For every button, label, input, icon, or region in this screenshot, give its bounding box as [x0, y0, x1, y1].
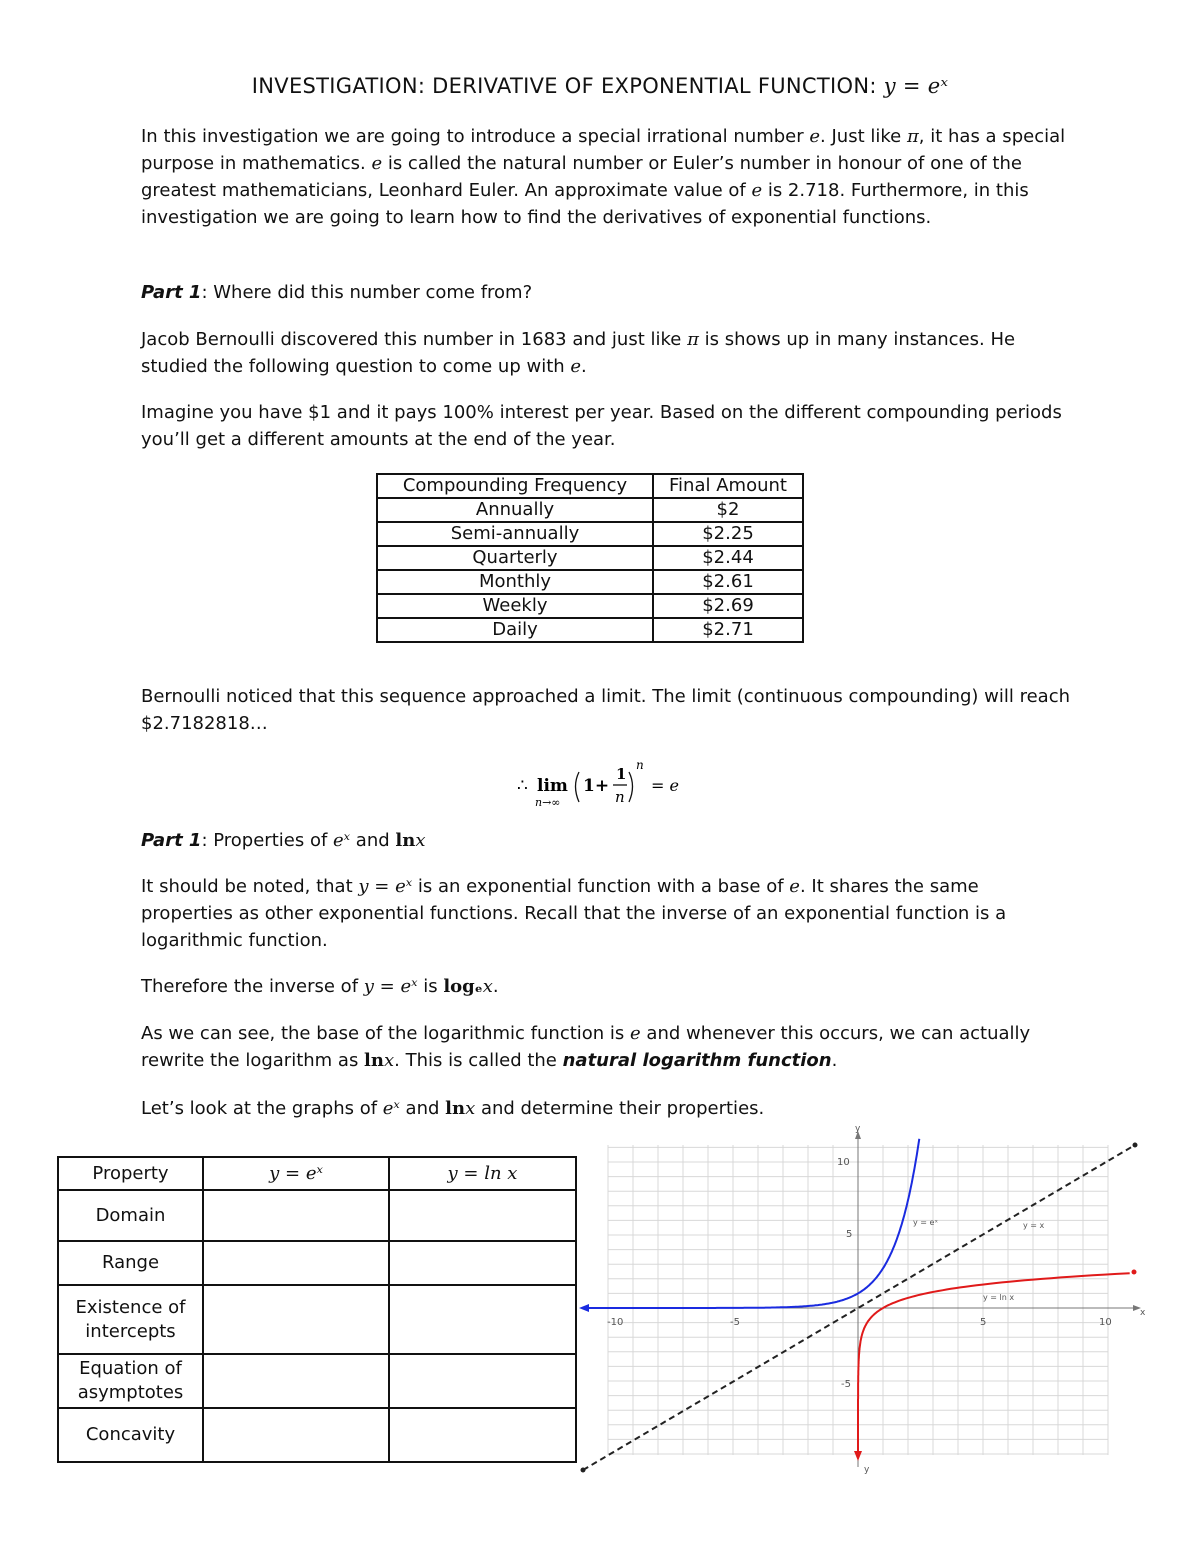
- inverse-m1: y = eˣ: [363, 976, 418, 997]
- intro-pi: π: [906, 126, 919, 147]
- header-frequency: Compounding Frequency: [377, 474, 653, 498]
- exp-curve-arrow-left: [579, 1304, 589, 1312]
- graphs-ex: eˣ: [382, 1098, 400, 1119]
- bernoulli-pi: π: [687, 329, 699, 350]
- inverse-s2: is: [417, 976, 444, 997]
- intro-s2: . Just like: [820, 126, 907, 147]
- table-row: [58, 1408, 576, 1462]
- inverse-log: logₑ: [443, 976, 483, 997]
- table-row: [377, 594, 803, 618]
- answer-cell-ln[interactable]: [389, 1241, 576, 1285]
- intro-e2: e: [371, 153, 383, 174]
- fraction-numerator: 1: [616, 765, 627, 783]
- inverse-x: x: [482, 976, 493, 997]
- answer-cell-ln[interactable]: [389, 1190, 576, 1241]
- table-row: [377, 522, 803, 546]
- bernoulli-s2: is shows up in many instances. He studied the following question to come up with: [141, 329, 1016, 377]
- imagine-paragraph: Imagine you have $1 and it pays 100% interest per year. Based on the different compounding periods you’ll get a different amounts at the end of the year.: [141, 402, 1062, 450]
- answer-cell-exp[interactable]: [203, 1354, 389, 1408]
- page-title: [0, 74, 1200, 98]
- x-tick-5: 5: [980, 1317, 987, 1328]
- cell-amount: $2.69: [653, 594, 803, 618]
- answer-cell-exp[interactable]: [203, 1285, 389, 1354]
- natural-s4: .: [831, 1050, 838, 1071]
- cell-frequency: Weekly: [377, 594, 653, 618]
- cell-amount: $2.44: [653, 546, 803, 570]
- natural-s2: and whenever this occurs, we can actually rewrite the logarithm as: [141, 1023, 1031, 1071]
- noted-s2: is an exponential function with a base of: [412, 876, 790, 897]
- cell-amount: $2.71: [653, 618, 803, 642]
- table-row: [377, 618, 803, 642]
- compounding-table: [376, 473, 804, 643]
- y-tick-10: 10: [837, 1157, 850, 1168]
- left-paren: [576, 772, 580, 802]
- property-label: Domain: [58, 1190, 203, 1241]
- cell-frequency: Quarterly: [377, 546, 653, 570]
- part1-label: Part 1: [141, 282, 202, 303]
- cell-amount: $2.25: [653, 522, 803, 546]
- compounding-table-header: [377, 474, 803, 498]
- noted-s3: . It shares the same properties as other exponential functions. Recall that the inverse of an exponential function is a logarithmic function.: [141, 876, 1007, 951]
- properties-table: [57, 1156, 577, 1463]
- lim-subscript: n→∞: [535, 796, 561, 809]
- natural-paragraph: [141, 1020, 1071, 1074]
- x-tick-10: 10: [1099, 1317, 1112, 1328]
- graphs-s3: and determine their properties.: [475, 1098, 765, 1119]
- noted-s1: It should be noted, that: [141, 876, 359, 897]
- title-text: INVESTIGATION: DERIVATIVE OF EXPONENTIAL FUNCTION:: [251, 74, 877, 98]
- part2-s1: : Properties of: [201, 830, 334, 851]
- graphs-s2: and: [399, 1098, 446, 1119]
- bernoulli-s1: Jacob Bernoulli discovered this number in 1683 and just like: [141, 329, 688, 350]
- cell-frequency: Daily: [377, 618, 653, 642]
- natural-ln: ln: [364, 1050, 384, 1071]
- intro-s1: In this investigation we are going to introduce a special irrational number: [141, 126, 810, 147]
- graphs-intro-paragraph: [141, 1095, 1071, 1122]
- cell-amount: $2: [653, 498, 803, 522]
- table-row: [377, 570, 803, 594]
- function-graph: [575, 1125, 1145, 1475]
- therefore-symbol: ∴: [517, 776, 528, 796]
- noted-paragraph: [141, 873, 1071, 954]
- part2-label: Part 1: [141, 830, 202, 851]
- answer-cell-exp[interactable]: [203, 1190, 389, 1241]
- cell-amount: $2.61: [653, 570, 803, 594]
- table-row: [58, 1190, 576, 1241]
- natural-x: x: [383, 1050, 395, 1071]
- ln-curve-end: [1132, 1270, 1137, 1275]
- table-row: [377, 498, 803, 522]
- exponent-n: n: [636, 758, 644, 772]
- part2-s2: and: [350, 830, 396, 851]
- intro-s4: is called the natural number or Euler’s number in honour of one of the greatest mathematicians, Leonhard Euler. An approximate value of: [141, 153, 1022, 201]
- y-tick-5: 5: [846, 1229, 853, 1240]
- x-axis-label: x: [1140, 1308, 1145, 1318]
- fraction-denominator: n: [615, 788, 625, 806]
- part2-ex: eˣ: [333, 830, 351, 851]
- y-tick-neg5: -5: [841, 1379, 851, 1390]
- table-row: [58, 1285, 576, 1354]
- graphs-x: x: [465, 1098, 476, 1119]
- natural-s1: As we can see, the base of the logarithmic function is: [141, 1023, 631, 1044]
- cell-frequency: Monthly: [377, 570, 653, 594]
- x-tick-neg5: -5: [730, 1317, 740, 1328]
- right-paren: [629, 772, 633, 802]
- answer-cell-ln[interactable]: [389, 1285, 576, 1354]
- property-label: Range: [58, 1241, 203, 1285]
- identity-line-end-right: [1133, 1143, 1138, 1148]
- natural-log-term: natural logarithm function: [562, 1050, 832, 1071]
- answer-cell-exp[interactable]: [203, 1408, 389, 1462]
- property-label: Concavity: [58, 1408, 203, 1462]
- ln-curve-arrow-down: [854, 1451, 862, 1461]
- label-identity: y = x: [1023, 1221, 1045, 1230]
- header-exp: y = eˣ: [203, 1157, 389, 1190]
- x-tick-neg10: -10: [607, 1317, 624, 1328]
- part2-ln: ln: [395, 830, 416, 851]
- label-exp: y = eˣ: [913, 1218, 938, 1227]
- bernoulli-e: e: [570, 356, 582, 377]
- limit-formula: [500, 756, 700, 812]
- answer-cell-ln[interactable]: [389, 1354, 576, 1408]
- part1-heading: [141, 279, 1071, 306]
- header-amount: Final Amount: [653, 474, 803, 498]
- label-ln: y = ln x: [983, 1293, 1015, 1302]
- limit-paragraph: Bernoulli noticed that this sequence approached a limit. The limit (continuous compounding) will reach $2.7182818…: [141, 686, 1071, 734]
- answer-cell-exp[interactable]: [203, 1241, 389, 1285]
- property-label: Existence of intercepts: [58, 1285, 203, 1354]
- intro-paragraph: [141, 123, 1071, 231]
- y-axis-bottom-label: y: [864, 1465, 870, 1475]
- graphs-ln: ln: [445, 1098, 466, 1119]
- title-math: y = eˣ: [883, 74, 949, 98]
- part2-x: x: [415, 830, 426, 851]
- y-axis-label: y: [855, 1125, 861, 1134]
- part1-text: : Where did this number come from?: [201, 282, 533, 303]
- natural-s3: . This is called the: [394, 1050, 563, 1071]
- noted-e: e: [789, 876, 800, 897]
- intro-e1: e: [809, 126, 821, 147]
- table-row: [377, 546, 803, 570]
- one-plus: 1+: [583, 776, 610, 796]
- bernoulli-paragraph: [141, 326, 1071, 380]
- intro-e3: e: [751, 180, 763, 201]
- inverse-paragraph: [141, 973, 1071, 1000]
- bernoulli-s3: .: [581, 356, 587, 377]
- property-label: Equation of asymptotes: [58, 1354, 203, 1408]
- intro-s5: is 2.718. Furthermore, in this investigation we are going to learn how to find the derivatives of exponential functions.: [141, 180, 1029, 228]
- natural-e: e: [630, 1023, 641, 1044]
- cell-frequency: Annually: [377, 498, 653, 522]
- inverse-s1: Therefore the inverse of: [141, 976, 364, 997]
- part2-heading: [141, 827, 1071, 854]
- cell-frequency: Semi-annually: [377, 522, 653, 546]
- header-ln: y = ln x: [389, 1157, 576, 1190]
- table-row: [58, 1241, 576, 1285]
- header-property: Property: [58, 1157, 203, 1190]
- inverse-s3: .: [492, 976, 499, 997]
- answer-cell-ln[interactable]: [389, 1408, 576, 1462]
- identity-line-end-left: [581, 1468, 586, 1473]
- noted-m1: y = eˣ: [358, 876, 413, 897]
- properties-header-row: [58, 1157, 576, 1190]
- table-row: [58, 1354, 576, 1408]
- equals-e: = e: [651, 776, 679, 795]
- lim-text: lim: [537, 776, 568, 796]
- graphs-s1: Let’s look at the graphs of: [141, 1098, 383, 1119]
- intro-s3: , it has a special purpose in mathematics.: [141, 126, 1066, 174]
